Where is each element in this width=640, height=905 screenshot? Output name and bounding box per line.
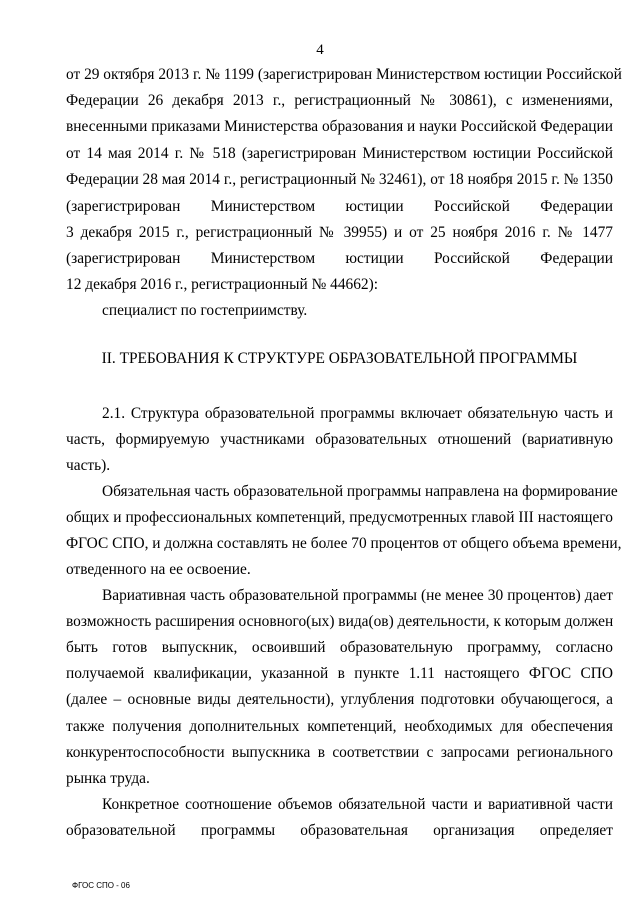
paragraph-line: 2.1. Структура образовательной программы включает обязательную часть и [102,405,613,422]
paragraph-line: Обязательная часть образовательной программы направлена на формирование [102,483,618,500]
paragraph-line: часть). [66,457,111,474]
paragraph-line: общих и профессиональных компетенций, предусмотренных главой III настоящего [66,509,613,526]
paragraph-line: 12 декабря 2016 г., регистрационный № 44662): [66,276,378,293]
paragraph-line: ФГОС СПО, и должна составлять не более 70 процентов от общего объема времени, [66,535,622,552]
paragraph-line: возможность расширения основного(ых) вида(ов) деятельности, к которым должен [66,613,614,630]
paragraph-line: часть, формируемую участниками образовательных отношений (вариативную [66,431,613,448]
paragraph-line: Федерации 28 мая 2014 г., регистрационный № 32461), от 18 ноября 2015 г. № 1350 [66,171,613,188]
paragraph-line: Федерации 26 декабря 2013 г., регистрационный № 30861), с изменениями, [66,92,613,109]
paragraph-line: Конкретное соотношение объемов обязательной части и вариативной части [102,796,613,813]
paragraph-line: образовательной программы образовательная организация определяет [66,822,613,839]
paragraph-line: внесенными приказами Министерства образования и науки Российской Федерации [66,118,613,135]
footer-code: ФГОС СПО - 06 [72,881,130,890]
paragraph-line: быть готов выпускник, освоивший образовательную программу, согласно [66,639,613,656]
specialist-line: специалист по гостеприимству. [102,302,308,319]
paragraph-line: получаемой квалификации, указанной в пункте 1.11 настоящего ФГОС СПО [66,665,613,682]
paragraph-line: 3 декабря 2015 г., регистрационный № 39955) и от 25 ноября 2016 г. № 1477 [66,224,613,241]
paragraph-line: также получения дополнительных компетенций, необходимых для обеспечения [66,718,613,735]
paragraph-line: (зарегистрирован Министерством юстиции Российской Федерации [66,250,613,267]
page-number: 4 [316,42,324,58]
paragraph-line: (зарегистрирован Министерством юстиции Российской Федерации [66,198,613,215]
paragraph-line: от 14 мая 2014 г. № 518 (зарегистрирован Министерством юстиции Российской [66,145,613,162]
paragraph-line: (далее – основные виды деятельности), углубления подготовки обучающегося, а [66,691,613,708]
paragraph-line: рынка труда. [66,770,150,787]
paragraph-line: отведенного на ее освоение. [66,561,251,578]
paragraph-line: конкурентоспособности выпускника в соответствии с запросами регионального [66,744,613,761]
paragraph-line: Вариативная часть образовательной программы (не менее 30 процентов) дает [102,587,613,604]
paragraph-line: от 29 октября 2013 г. № 1199 (зарегистрирован Министерством юстиции Российской [66,66,622,83]
section-heading: II. ТРЕБОВАНИЯ К СТРУКТУРЕ ОБРАЗОВАТЕЛЬНОЙ ПРОГРАММЫ [101,350,578,367]
